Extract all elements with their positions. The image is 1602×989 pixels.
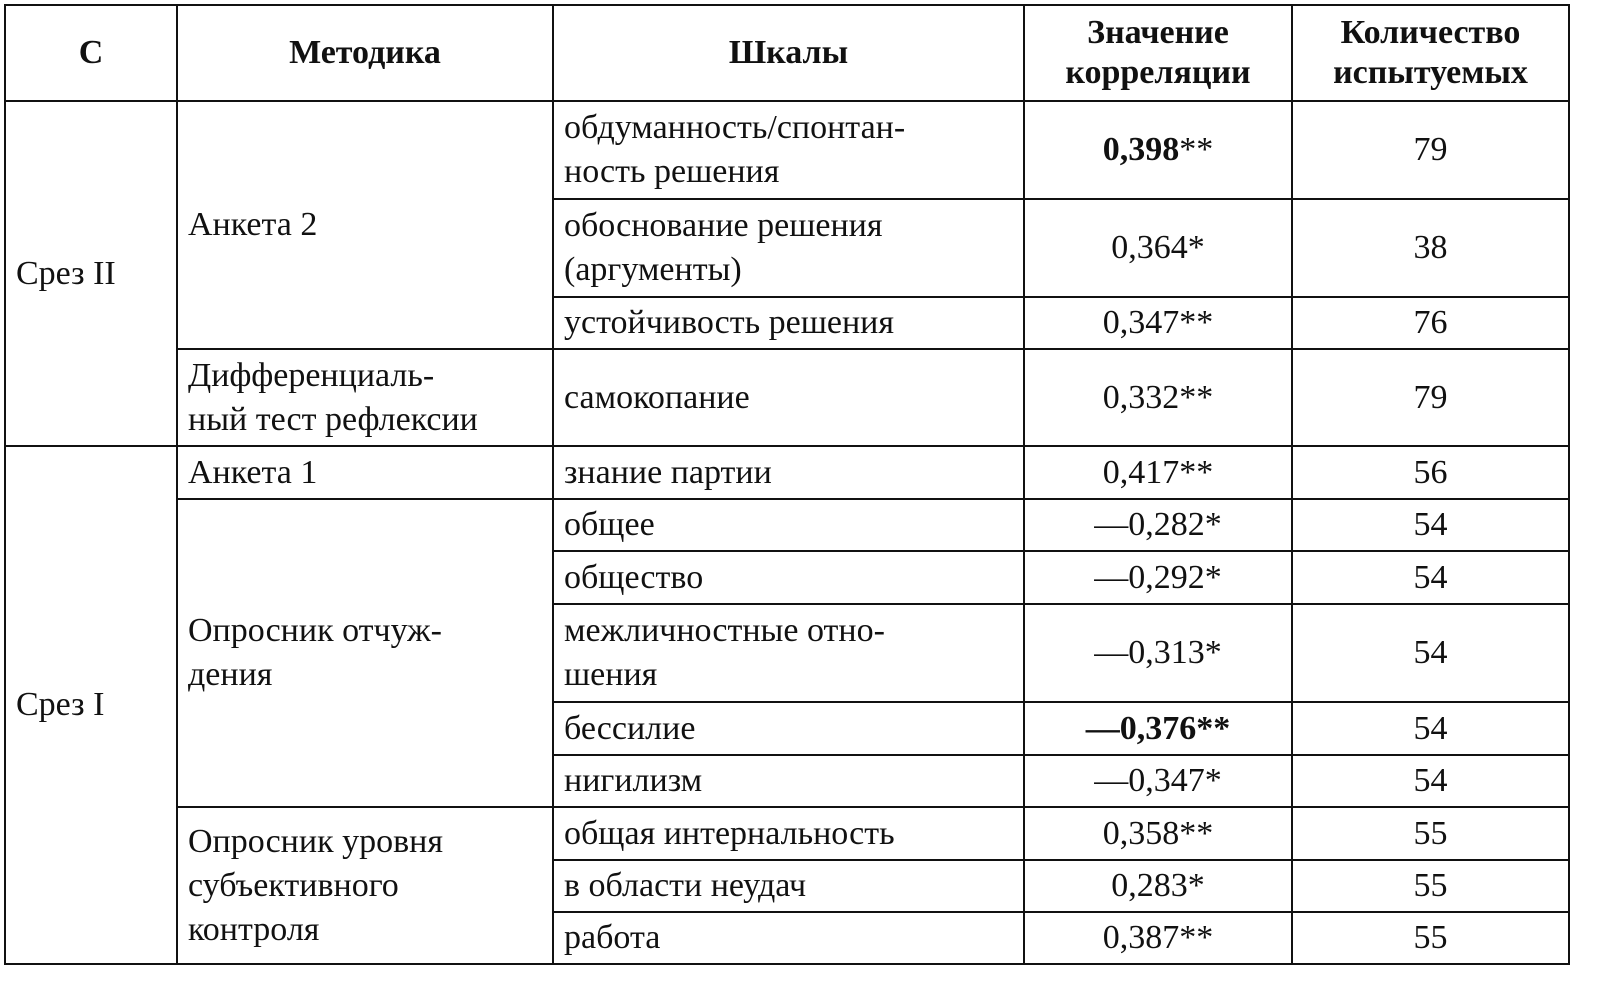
method-cell: Дифференциаль- ный тест рефлексии — [177, 349, 553, 446]
correlation-cell: 0,332** — [1024, 349, 1292, 446]
correlation-cell: —0,313* — [1024, 604, 1292, 702]
correlation-cell: —0,282* — [1024, 499, 1292, 551]
correlation-cell: 0,417** — [1024, 446, 1292, 499]
correlation-cell: —0,292* — [1024, 551, 1292, 604]
count-cell: 79 — [1292, 101, 1569, 199]
table-row — [5, 446, 1569, 499]
header-count: Количество испытуемых — [1292, 5, 1569, 101]
table-row — [5, 499, 1569, 551]
scale-cell: обоснование решения (аргументы) — [553, 199, 1024, 297]
correlation-cell: —0,347* — [1024, 755, 1292, 807]
table-row — [5, 807, 1569, 860]
scale-cell: обдуманность/спонтан- ность решения — [553, 101, 1024, 199]
correlation-cell: 0,347** — [1024, 297, 1292, 349]
scale-cell: бессилие — [553, 702, 1024, 755]
count-cell: 54 — [1292, 604, 1569, 702]
scale-cell: общество — [553, 551, 1024, 604]
method-cell: Анкета 1 — [177, 446, 553, 499]
table-row — [5, 101, 1569, 199]
correlation-cell: 0,283* — [1024, 860, 1292, 912]
count-cell: 56 — [1292, 446, 1569, 499]
method-cell: Опросник уровня субъективного контроля — [177, 807, 553, 964]
scale-cell: самокопание — [553, 349, 1024, 446]
count-cell: 54 — [1292, 702, 1569, 755]
method-cell: Опросник отчуж- дения — [177, 499, 553, 807]
count-cell: 76 — [1292, 297, 1569, 349]
scale-cell: в области неудач — [553, 860, 1024, 912]
count-cell: 55 — [1292, 912, 1569, 964]
count-cell: 54 — [1292, 499, 1569, 551]
method-cell: Анкета 2 — [177, 101, 553, 349]
scale-cell: работа — [553, 912, 1024, 964]
slice-cell: Срез II — [5, 101, 177, 446]
count-cell: 54 — [1292, 755, 1569, 807]
correlation-cell: —0,376** — [1024, 702, 1292, 755]
count-cell: 79 — [1292, 349, 1569, 446]
count-cell: 55 — [1292, 860, 1569, 912]
scale-cell: общее — [553, 499, 1024, 551]
table-header-row — [5, 5, 1569, 101]
count-cell: 54 — [1292, 551, 1569, 604]
correlation-cell: 0,398** — [1024, 101, 1292, 199]
slice-cell: Срез I — [5, 446, 177, 964]
scale-cell: знание партии — [553, 446, 1024, 499]
scale-cell: общая интернальность — [553, 807, 1024, 860]
correlation-cell: 0,358** — [1024, 807, 1292, 860]
header-correlation: Значение корреляции — [1024, 5, 1292, 101]
header-slice: С — [5, 5, 177, 101]
header-method: Методика — [177, 5, 553, 101]
scale-cell: нигилизм — [553, 755, 1024, 807]
header-scales: Шкалы — [553, 5, 1024, 101]
correlation-cell: 0,387** — [1024, 912, 1292, 964]
scale-cell: устойчивость решения — [553, 297, 1024, 349]
correlation-table — [4, 4, 1570, 965]
correlation-cell: 0,364* — [1024, 199, 1292, 297]
table-row — [5, 349, 1569, 446]
scale-cell: межличностные отно- шения — [553, 604, 1024, 702]
count-cell: 38 — [1292, 199, 1569, 297]
count-cell: 55 — [1292, 807, 1569, 860]
